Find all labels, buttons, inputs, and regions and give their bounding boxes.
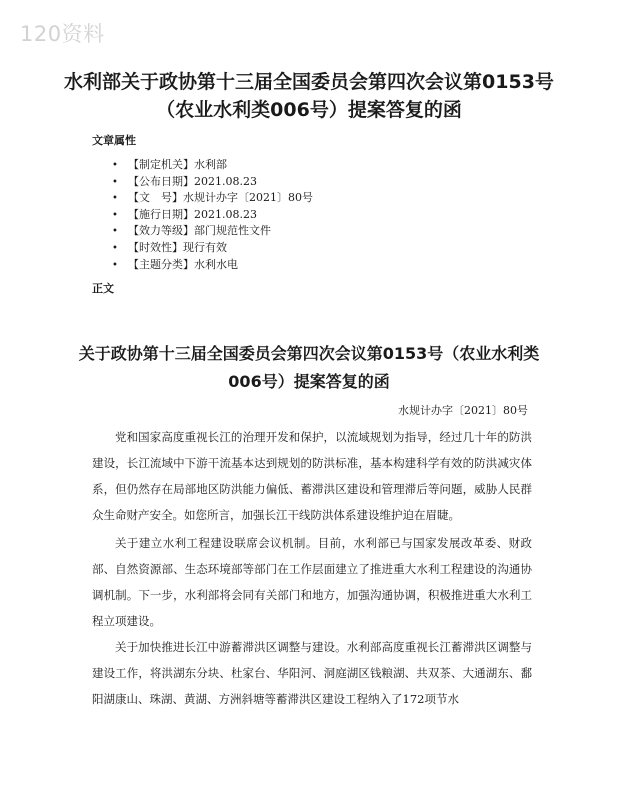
- attribute-value: 部门规范性文件: [194, 224, 271, 238]
- attribute-value: 现行有效: [183, 240, 227, 254]
- bullet-icon: •: [112, 193, 118, 205]
- attribute-label: 【主题分类】: [128, 257, 194, 271]
- attribute-item: [112, 207, 313, 224]
- bullet-icon: •: [112, 242, 118, 254]
- attribute-label: 【公布日期】: [128, 174, 194, 188]
- attributes-list: [112, 157, 313, 273]
- bullet-icon: •: [112, 160, 118, 171]
- attribute-item: [112, 174, 313, 191]
- attribute-item: [112, 223, 313, 240]
- bullet-icon: •: [112, 259, 118, 271]
- attribute-item: [112, 157, 313, 174]
- body-heading: 正文: [92, 282, 114, 295]
- attribute-value: 水利部: [194, 158, 227, 171]
- attribute-value: 2021.08.23: [194, 174, 257, 188]
- body-title: 关于政协第十三届全国委员会第四次会议第0153号（农业水利类006号）提案答复的函: [78, 344, 540, 391]
- bullet-icon: •: [112, 209, 118, 221]
- attribute-label: 【制定机关】: [128, 158, 194, 171]
- attribute-value: 水利水电: [194, 257, 238, 271]
- document-number: 水规计办字〔2021〕80号: [398, 404, 528, 417]
- body-paragraph: 关于加快推进长江中游蓄滞洪区调整与建设。水利部高度重视长江蓄滞洪区调整与建设工作，将洪湖东分块、杜家台、华阳河、洞庭湖区钱粮湖、共双茶、大通湖东、鄱阳湖康山、珠湖、黄湖、方洲斜塘等蓄滞洪区建设工程纳入了172项节水: [92, 640, 532, 706]
- attribute-label: 【时效性】: [128, 240, 183, 254]
- body-paragraph: 党和国家高度重视长江的治理开发和保护，以流域规划为指导，经过几十年的防洪建设，长江流域中下游干流基本达到规划的防洪标准，基本构建科学有效的防洪减灾体系，但仍然存在局部地区防洪能力偏低、蓄滞洪区建设和管理滞后等问题，威胁人民群众生命财产安全。如您所言，加强长江干线防洪体系建设维护迫在眉睫。: [92, 430, 532, 522]
- document-title: 水利部关于政协第十三届全国委员会第四次会议第0153号（农业水利类006号）提案答复的函: [64, 71, 554, 121]
- attribute-item: [112, 257, 313, 274]
- bullet-icon: •: [112, 176, 118, 188]
- attribute-value: 水规计办字〔2021〕80号: [183, 191, 313, 205]
- watermark: 120资料: [20, 22, 105, 46]
- attribute-item: [112, 240, 313, 257]
- attributes-heading: 文章属性: [92, 134, 136, 147]
- attribute-value: 2021.08.23: [194, 207, 257, 221]
- attribute-label: 【效力等级】: [128, 224, 194, 238]
- bullet-icon: •: [112, 226, 118, 238]
- attribute-label: 【文 号】: [128, 191, 183, 205]
- attribute-label: 【施行日期】: [128, 207, 194, 221]
- body-paragraph: 关于建立水利工程建设联席会议机制。目前，水利部已与国家发展改革委、财政部、自然资源部、生态环境部等部门在工作层面建立了推进重大水利工程建设的沟通协调机制。下一步，水利部将会同有关部门和地方，加强沟通协调，积极推进重大水利工程立项建设。: [92, 536, 532, 628]
- attribute-item: [112, 190, 313, 207]
